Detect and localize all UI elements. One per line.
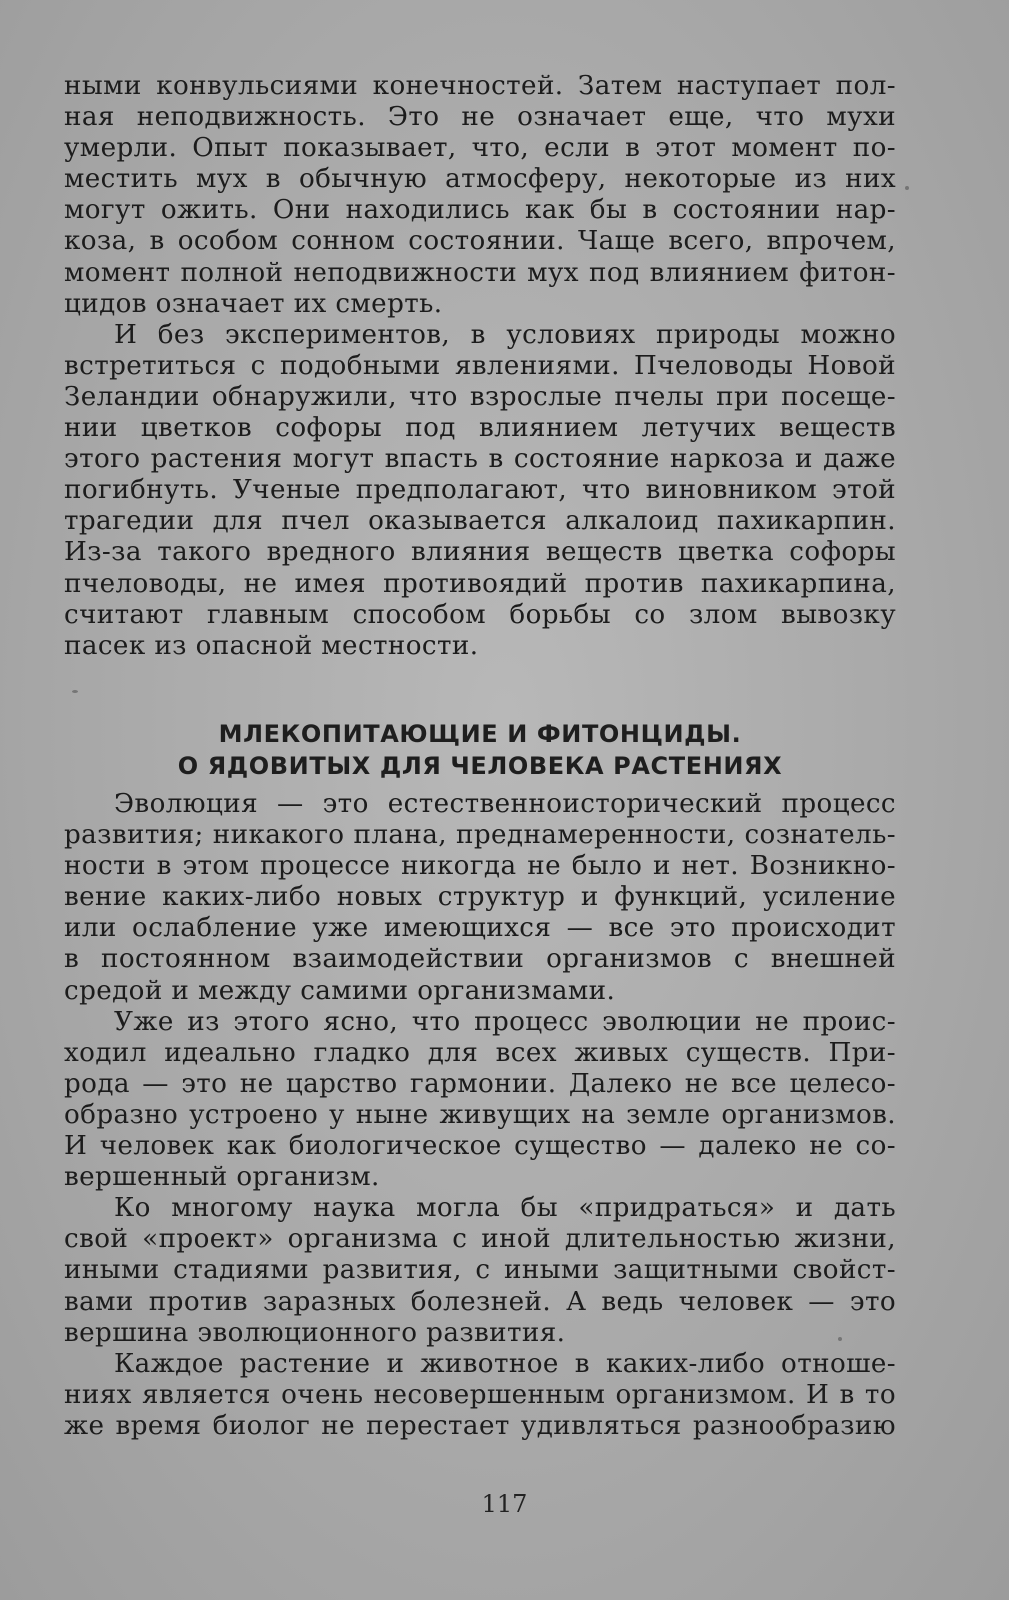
- section-heading: [64, 718, 896, 782]
- text-line: иными стадиями развития, с иными защитными свойст-: [64, 1255, 896, 1286]
- text-line: Ко многому наука могла бы «придраться» и дать: [114, 1193, 896, 1224]
- print-speck: [838, 1337, 842, 1341]
- text-line: И без экспериментов, в условиях природы можно: [114, 319, 896, 350]
- text-line: Зеландии обнаружили, что взрослые пчелы при посеще-: [64, 381, 896, 412]
- text-line: ная неподвижность. Это не означает еще, что мухи: [64, 102, 896, 133]
- text-line: Уже из этого ясно, что процесс эволюции не проис-: [114, 1006, 896, 1037]
- text-line: рода — это не царство гармонии. Далеко не все целесо-: [64, 1068, 896, 1099]
- text-line: момент полной неподвижности мух под влиянием фитон-: [64, 257, 896, 288]
- text-line: вершенный организм.: [64, 1162, 380, 1193]
- text-line: ности в этом процессе никогда не было и нет. Возникно-: [64, 851, 896, 882]
- text-line: умерли. Опыт показывает, что, если в этот момент по-: [64, 133, 896, 164]
- text-line: вершина эволюционного развития.: [64, 1317, 566, 1348]
- text-line: считают главным способом борьбы со злом вывозку: [64, 599, 896, 630]
- page-number: 117: [481, 1490, 528, 1518]
- text-line: этого растения могут впасть в состояние наркоза и даже: [64, 444, 896, 475]
- text-line: ходил идеально гладко для всех живых существ. При-: [64, 1037, 896, 1068]
- text-line: вение каких-либо новых структур и функций, усиление: [64, 882, 896, 913]
- text-line: погибнуть. Ученые предполагают, что виновником этой: [64, 475, 896, 506]
- text-line: Каждое растение и животное в каких-либо отноше-: [114, 1348, 896, 1379]
- text-line: трагедии для пчел оказывается алкалоид пахикарпин.: [64, 506, 896, 537]
- text-line: образно устроено у ныне живущих на земле организмов.: [64, 1099, 896, 1130]
- paragraph: [64, 1349, 896, 1442]
- text-line: нии цветков софоры под влиянием летучих веществ: [64, 413, 896, 444]
- section-heading-line-2: О ЯДОВИТЫХ ДЛЯ ЧЕЛОВЕКА РАСТЕНИЯХ: [177, 752, 783, 780]
- text-line: ными конвульсиями конечностей. Затем наступает пол-: [64, 71, 896, 101]
- text-line: ниях является очень несовершенным организмом. И в то: [64, 1379, 896, 1410]
- text-line: цидов означает их смерть.: [64, 288, 443, 319]
- text-line: пчеловоды, не имея противоядий против пахикарпина,: [64, 568, 896, 599]
- paragraph: [64, 789, 896, 1007]
- text-line: Из-за такого вредного влияния веществ цветка софоры: [64, 537, 896, 568]
- text-line: в постоянном взаимодействии организмов с внешней: [64, 944, 896, 975]
- text-line: коза, в особом сонном состоянии. Чаще всего, впрочем,: [64, 226, 896, 257]
- section-heading-line-1: МЛЕКОПИТАЮЩИЕ И ФИТОНЦИДЫ.: [218, 720, 742, 748]
- body-text-bottom: [64, 789, 896, 1442]
- text-line: пасек из опасной местности.: [64, 630, 479, 661]
- body-text-top: [64, 71, 896, 662]
- text-line: же время биолог не перестает удивляться разнообразию: [64, 1410, 896, 1441]
- text-line: Эволюция — это естественноисторический процесс: [114, 789, 896, 819]
- print-speck: [905, 186, 909, 190]
- text-line: встретиться с подобными явлениями. Пчеловоды Новой: [64, 350, 896, 381]
- text-line: местить мух в обычную атмосферу, некоторые из них: [64, 164, 896, 195]
- text-line: могут ожить. Они находились как бы в состоянии нар-: [64, 195, 896, 226]
- paragraph: [64, 71, 896, 320]
- paragraph: [64, 1193, 896, 1348]
- text-line: свой «проект» организма с иной длительностью жизни,: [64, 1224, 896, 1255]
- paragraph: [64, 1007, 896, 1194]
- text-line: развития; никакого плана, преднамеренности, сознатель-: [64, 820, 896, 851]
- print-speck: [72, 690, 78, 693]
- text-line: средой и между самими организмами.: [64, 975, 616, 1006]
- text-line: вами против заразных болезней. А ведь человек — это: [64, 1286, 896, 1317]
- text-line: И человек как биологическое существо — далеко не со-: [64, 1131, 896, 1162]
- paragraph: [64, 320, 896, 662]
- text-line: или ослабление уже имеющихся — все это происходит: [64, 913, 896, 944]
